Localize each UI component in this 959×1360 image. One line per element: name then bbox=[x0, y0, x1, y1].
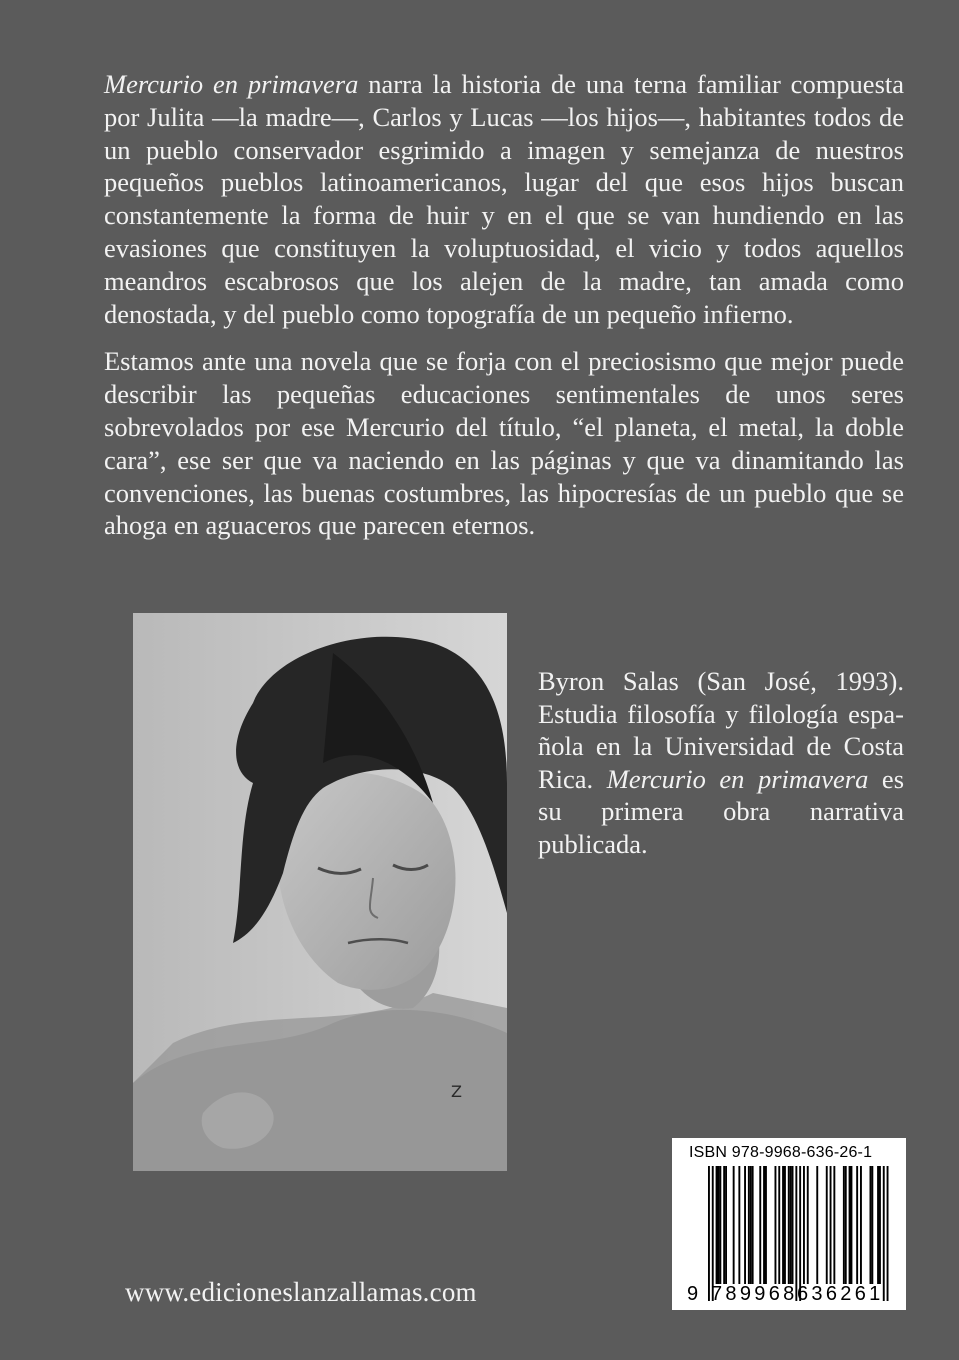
barcode-bar bbox=[870, 1166, 872, 1284]
barcode-bar bbox=[883, 1166, 885, 1301]
barcode-bar bbox=[871, 1166, 873, 1284]
blurb-paragraph-1-text: narra la historia de una terna familiar compuesta por Julita —la madre—, Carlos y Lucas —los hijos—, habitantes todos de un pueblo conservador esgrimido a imagen y semejanza de nuestros pequeños pueblos latinoamericanos, lugar del que esos hijos buscan constantemente la forma de huir y en el que se van hundiendo en las evasiones que constituyen la voluptuosidad, el vicio y todos aquellos meandros escabrosos que los alejen de la madre, tan amada como denostada, y del pueblo como topografía de un pequeño infierno. bbox=[104, 69, 905, 329]
barcode-bar bbox=[790, 1166, 792, 1284]
barcode-bar bbox=[795, 1166, 797, 1301]
barcode-bar bbox=[799, 1166, 801, 1301]
blurb-paragraph-1 bbox=[104, 68, 904, 330]
barcode-bar bbox=[792, 1166, 794, 1284]
author-bio bbox=[538, 665, 904, 861]
barcode-bar bbox=[775, 1166, 777, 1284]
barcode-digits-right: 636261 bbox=[797, 1283, 884, 1305]
barcode-bar bbox=[718, 1166, 720, 1284]
blurb-paragraph-2: Estamos ante una novela que se forja con el preciosismo que mejor puede describir las pequeñas educaciones sentimentales de unos seres sobrevolados por ese Mercurio del título, “el planeta, el metal, la doble cara”, ese ser que va naciendo en las páginas y que va dinamitando las convenciones, las buenas costumbres, las hipocresías de un pueblo que se ahoga en aguaceros que parecen eternos. bbox=[104, 346, 904, 541]
back-cover-blurb bbox=[104, 68, 904, 557]
barcode-bar bbox=[826, 1166, 828, 1284]
barcode-bar bbox=[851, 1166, 853, 1284]
barcode-bar bbox=[738, 1166, 740, 1284]
barcode-bar bbox=[784, 1166, 786, 1284]
barcode-bar bbox=[778, 1166, 780, 1284]
barcode-digits-left: 789968 bbox=[711, 1283, 798, 1305]
svg-text:Z: Z bbox=[451, 1082, 462, 1101]
barcode-bar bbox=[763, 1166, 765, 1284]
barcode-bar bbox=[856, 1166, 858, 1284]
barcode-digit-first: 9 bbox=[687, 1283, 699, 1305]
barcode-bar bbox=[712, 1166, 714, 1301]
barcode-bar bbox=[719, 1166, 721, 1284]
barcode-bar bbox=[788, 1166, 790, 1284]
author-photo bbox=[133, 613, 507, 1171]
isbn-label: ISBN 978-9968-636-26-1 bbox=[689, 1144, 873, 1161]
barcode-bar bbox=[879, 1166, 881, 1284]
barcode-bar bbox=[845, 1166, 847, 1284]
barcode-bar bbox=[830, 1166, 832, 1284]
barcode-bar bbox=[716, 1166, 718, 1284]
barcode-bar bbox=[752, 1166, 754, 1284]
barcode-bar bbox=[750, 1166, 752, 1284]
barcode-bar bbox=[843, 1166, 845, 1284]
barcode-bar bbox=[723, 1166, 725, 1284]
bio-book-title-italic: Mercurio en primavera bbox=[606, 763, 869, 794]
barcode-bar bbox=[803, 1166, 805, 1284]
barcode-bar bbox=[849, 1166, 851, 1284]
barcode-bar bbox=[733, 1166, 735, 1284]
barcode-bar bbox=[877, 1166, 879, 1284]
barcode-bar bbox=[744, 1166, 746, 1284]
barcode-bar bbox=[748, 1166, 750, 1284]
barcode-bar bbox=[765, 1166, 767, 1284]
barcode-bar bbox=[833, 1166, 835, 1284]
book-title-italic: Mercurio en primavera bbox=[104, 69, 359, 99]
barcode-bar bbox=[807, 1166, 809, 1284]
author-bio-text: Byron Salas (San José, 1993). Estudia filosofía y filología española en la Universidad de Costa Rica. Mercurio en primavera es su primera obra narrativa publicada. bbox=[538, 666, 905, 859]
barcode-bar bbox=[887, 1166, 889, 1301]
barcode-bar bbox=[860, 1166, 862, 1284]
publisher-website[interactable]: www.edicioneslanzallamas.com bbox=[125, 1277, 477, 1307]
barcode-bar bbox=[759, 1166, 761, 1284]
barcode-bar bbox=[816, 1166, 818, 1284]
barcode-bar bbox=[725, 1166, 727, 1284]
isbn-barcode bbox=[672, 1138, 906, 1310]
barcode-bar bbox=[708, 1166, 710, 1301]
barcode-bar bbox=[782, 1166, 784, 1284]
